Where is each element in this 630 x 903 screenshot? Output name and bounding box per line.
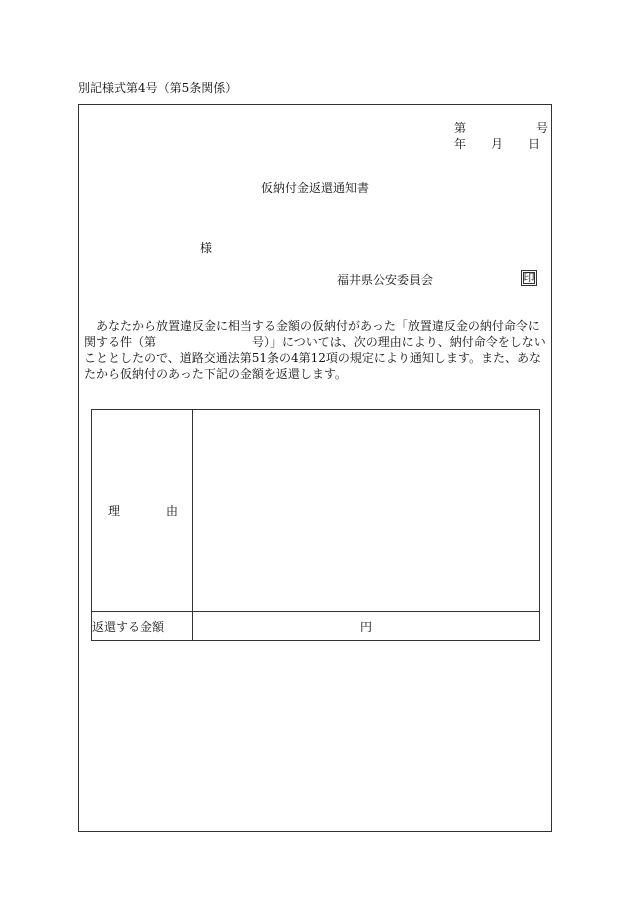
seal-mark: 印: [521, 270, 537, 286]
detail-table: [91, 409, 540, 641]
amount-unit: 円: [193, 612, 540, 641]
reason-label-cell: [92, 410, 193, 612]
document-title: 仮納付金返還通知書: [260, 181, 369, 195]
reason-row: [92, 410, 540, 612]
document-number-line: [454, 120, 548, 136]
addressee-suffix: 様: [200, 241, 213, 255]
form-label: 別記様式第4号（第5条関係）: [78, 81, 238, 95]
document-number-suffix: 号: [536, 121, 549, 135]
date-month: 月: [491, 137, 504, 151]
notice-body-part2: 号）」については、次の理由により、納付命令をしないこととしたので、道路交通法第51条の4第12項の規定により通知します。また、あなたから仮納付のあった下記の金額を返還します。: [84, 335, 546, 381]
issuer-name: 福井県公安委員会: [337, 273, 434, 287]
notice-body-part1: あなたから放置違反金に相当する金額の仮納付があった「放置違反金の納付命令に関する件（第: [84, 319, 540, 349]
reason-label-right: 由: [165, 504, 178, 518]
document-date-line: [454, 136, 540, 152]
date-year: 年: [454, 137, 467, 151]
notice-body: [84, 318, 548, 382]
amount-label: 返還する金額: [92, 612, 193, 641]
date-day: 日: [528, 137, 541, 151]
reason-value-cell: [193, 410, 540, 612]
reason-label-left: 理: [108, 504, 121, 518]
document-number-prefix: 第: [454, 121, 467, 135]
amount-row: [92, 612, 540, 641]
